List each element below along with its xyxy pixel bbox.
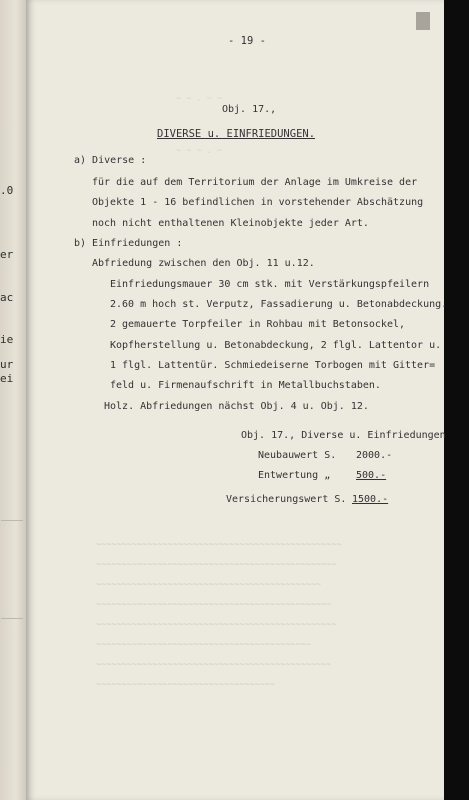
margin-fragment: ie (0, 333, 14, 346)
show-through-mark: ~~~~~~~~~~~~~~~~~~~~~~~~~~~~~~~~~~~ (96, 680, 276, 690)
section-b-line: Kopfherstellung u. Betonabdeckung, 2 flgl. Lattentor u. (110, 340, 442, 351)
depreciation-label: Entwertung „ (258, 470, 331, 481)
section-a-line: Objekte 1 - 16 befindlichen in vorstehender Abschätzung (92, 197, 424, 208)
insurance-value: 1500.- (352, 494, 389, 505)
show-through-mark: ~~~~~~~~~~~~~~~~~~~~~~~~~~~~~~~~~~~~~~~~~~ (96, 640, 311, 650)
valuation-title: Obj. 17., Diverse u. Einfriedungen (241, 430, 446, 441)
section-b-heading: b) Einfriedungen : (74, 238, 183, 249)
show-through-mark: ~~~~~~~~~~~~~~~~~~~~~~~~~~~~~~~~~~~~~~~~~~~~~~ (96, 600, 332, 610)
section-a-line: noch nicht enthaltenen Kleinobjekte jeder Art. (92, 218, 369, 229)
show-through-mark: ~~~~~~~~~~~~~~~~~~~~~~~~~~~~~~~~~~~~~~~~~~~~ (96, 580, 322, 590)
section-title: DIVERSE u. EINFRIEDUNGEN. (157, 128, 316, 140)
depreciation-value: 500.- (356, 470, 387, 481)
section-b-line: Einfriedungsmauer 30 cm stk. mit Verstärkungspfeilern (110, 279, 430, 290)
document-page (26, 0, 448, 800)
section-a-line: für die auf dem Territorium der Anlage im Umkreise der (92, 177, 418, 188)
page-tab (416, 12, 430, 30)
divider (1, 618, 23, 619)
show-through-mark: ~ ~ ~ . ~ (176, 146, 223, 156)
show-through-mark: ~~~~~~~~~~~~~~~~~~~~~~~~~~~~~~~~~~~~~~~~~~~~~~ (96, 660, 332, 670)
show-through-mark: ~~~~~~~~~~~~~~~~~~~~~~~~~~~~~~~~~~~~~~~~~~~~~~~~ (96, 540, 342, 550)
page-number: - 19 - (228, 35, 266, 47)
section-b-line: 2.60 m hoch st. Verputz, Fassadierung u. Betonabdeckung. (110, 299, 448, 310)
section-b-line: 2 gemauerte Torpfeiler in Rohbau mit Betonsockel, (110, 319, 406, 330)
section-a-heading: a) Diverse : (74, 155, 147, 166)
divider (1, 520, 23, 521)
previous-page-edge (0, 0, 26, 800)
section-b-line: 1 flgl. Lattentür. Schmiedeiserne Torbogen mit Gitter= (110, 360, 436, 371)
show-through-mark: ~ ~ . ~ ~ (176, 94, 223, 104)
insurance-label: Versicherungswert S. (226, 494, 347, 505)
margin-fragment: ac (0, 291, 14, 304)
new-value-label: Neubauwert S. (258, 450, 337, 461)
object-title: Obj. 17., (222, 104, 277, 115)
show-through-mark: ~~~~~~~~~~~~~~~~~~~~~~~~~~~~~~~~~~~~~~~~~~~~~~~ (96, 620, 337, 630)
margin-fragment: er (0, 248, 14, 261)
new-value: 2000.- (356, 450, 393, 461)
margin-fragment: ur (0, 358, 14, 371)
show-through-mark: ~~~~~~~~~~~~~~~~~~~~~~~~~~~~~~~~~~~~~~~~~~~~~~~ (96, 560, 337, 570)
section-b-outro: Holz. Abfriedungen nächst Obj. 4 u. Obj. 12. (104, 401, 369, 412)
section-b-line: feld u. Firmenaufschrift in Metallbuchstaben. (110, 380, 381, 391)
section-b-intro: Abfriedung zwischen den Obj. 11 u.12. (92, 258, 315, 269)
margin-fragment: ei (0, 372, 14, 385)
margin-fragment: .0 (0, 184, 14, 197)
